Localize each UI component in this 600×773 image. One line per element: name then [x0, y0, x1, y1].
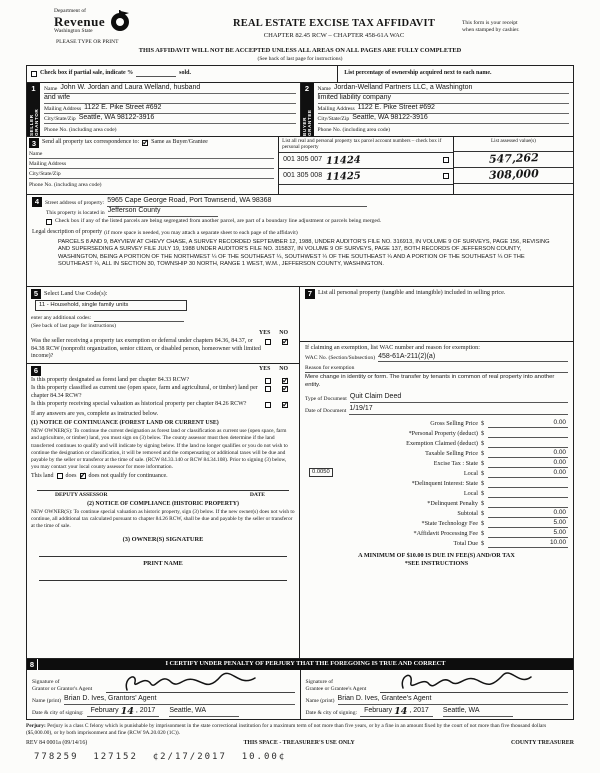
state-technology-fee-row	[305, 518, 568, 528]
current-use-no-checkbox[interactable]	[282, 386, 288, 392]
total-due-row	[305, 538, 568, 548]
section-7-number: 7	[305, 289, 315, 299]
parties-row	[27, 82, 573, 136]
grantee-city-value[interactable]: Seattle, WA	[443, 707, 513, 717]
personal-property-field[interactable]	[305, 299, 568, 339]
delinquent-interest-state-label: *Delinquent Interest: State	[411, 480, 478, 488]
grantor-signature-block	[27, 670, 301, 719]
seller-csz-label: City/State/Zip	[44, 115, 76, 122]
parcel-numbers-header: List all real and personal property tax parcel account numbers – check box if personal property	[279, 137, 453, 153]
exemption-deferral-yes-checkbox[interactable]	[265, 339, 271, 345]
buyer-section	[301, 83, 574, 136]
grantor-date-year[interactable]: , 2017	[135, 706, 156, 714]
grantee-name-print-value[interactable]: Brian D. Ives, Grantee's Agent	[338, 695, 568, 705]
correspondence-csz-label: City/State/Zip	[29, 170, 61, 177]
taxable-selling-price-row	[305, 448, 568, 458]
grantor-date-month[interactable]: February	[90, 706, 119, 714]
logo-revenue-line: Revenue	[54, 13, 106, 29]
receipt-note	[462, 8, 574, 46]
seller-phone-label: Phone No. (including area code)	[44, 126, 117, 133]
dollar-sign: $	[481, 510, 485, 518]
correspondence-phone-label: Phone No. (including area code)	[29, 181, 102, 188]
local-rate-box[interactable]: 0.0050	[309, 468, 333, 477]
delinquent-interest-local-row	[305, 488, 568, 498]
buyer-name-label: Name	[317, 85, 331, 92]
wac-number-value[interactable]: 458-61A-211(2)(a)	[378, 353, 568, 363]
notice-compliance-text: NEW OWNER(S): To continue special valuation as historic property, sign (3) below. If the new owner(s) does not wish to continue, all additional tax calculated pursuant to chapter 84.26 RCW, shall be due and payable by the seller or transferor at the time of sale.	[31, 509, 295, 530]
delinquent-penalty-label: *Delinquent Penalty	[427, 500, 478, 508]
section-5-yes-header: YES	[259, 329, 271, 336]
perjury-text: Perjury is a class C felony which is punishable by imprisonment in the state correctional institution for a maximum term of not more than five years, or by a fine in an amount fixed by the court of not more than five thousand dollars ($5,000.00), or by both imprisonment and fine (RCW 9A.20.020 (1C)).	[26, 722, 547, 736]
subtotal-value[interactable]: 0.00	[488, 509, 568, 518]
buyer-side-strip	[301, 83, 314, 136]
dollar-sign: $	[481, 530, 485, 538]
grantor-city-value[interactable]: Seattle, WA	[169, 707, 239, 717]
section-5-see-back: (See back of last page for instructions)	[31, 322, 116, 329]
exemption-claim-label: If claiming an exemption, list WAC number and reason for exemption:	[305, 343, 480, 351]
dollar-sign: $	[481, 420, 485, 428]
seller-name-label: Name	[44, 85, 58, 92]
perjury-paragraph	[26, 723, 574, 737]
date-of-document-label: Date of Document	[305, 408, 347, 415]
affidavit-processing-fee-row	[305, 528, 568, 538]
grantor-side-label: GRANTOR	[33, 108, 39, 136]
parcel-row-1	[279, 153, 453, 169]
ownership-note: List percentage of ownership acquired next to each name.	[344, 69, 492, 76]
assessed-value-2: 308,000	[488, 167, 539, 183]
legal-description-sublabel: (if more space is needed, you may attach a separate sheet to each page of the affidavit)	[104, 229, 298, 236]
correspondence-name-label: Name	[29, 150, 43, 157]
header	[26, 8, 574, 46]
wac-number-label: WAC No. (Section/Subsection)	[305, 355, 376, 362]
buyer-csz-value[interactable]: Seattle, WA 98122-3916	[352, 113, 428, 121]
personal-property-label: List all personal property (tangible and intangible) included in selling price.	[318, 288, 506, 296]
exemption-claimed-row	[305, 438, 568, 448]
dollar-sign: $	[481, 540, 485, 548]
parcel-1-number[interactable]: 001 305 007	[283, 155, 323, 163]
historic-property-question: Is this property receiving special valuation as historical property per chapter 84.26 RCW?	[31, 401, 247, 408]
certification-banner	[27, 659, 573, 670]
section-6	[27, 364, 299, 658]
section-5-number: 5	[31, 289, 41, 299]
buyer-name-value-2[interactable]: limited liability company	[317, 93, 392, 101]
affidavit-processing-fee-value[interactable]: 5.00	[488, 529, 568, 538]
see-back-note: (See back of last page for instructions)	[257, 55, 343, 62]
if-yes-note: If any answers are yes, complete as instructed below.	[31, 410, 159, 417]
partial-sale-sold-label: sold.	[179, 69, 192, 76]
grantor-signature-label-2: Grantor or Grantor's Agent	[32, 685, 93, 692]
grantee-side-label: GRANTEE	[307, 108, 312, 136]
local-tax-label: Local	[463, 470, 478, 478]
land-use-code-field[interactable]: 11 - Household, single family units	[35, 300, 187, 311]
seller-name-value[interactable]: John W. Jordan and Laura Welland, husband	[60, 83, 201, 91]
reason-exemption-value[interactable]: Mere change in identity or form. The transfer by tenants in common of real property into another entity.	[305, 374, 555, 388]
dollar-sign: $	[481, 450, 485, 458]
parcel-1-handwritten: 11424	[325, 154, 362, 167]
located-county-value[interactable]: Jefferson County	[108, 207, 218, 217]
section-6-no-header: NO	[279, 365, 288, 372]
subtotal-row	[305, 508, 568, 518]
grantor-date-label: Date & city of signing:	[32, 709, 84, 716]
parcel-2-personal-checkbox[interactable]	[443, 173, 449, 179]
owner-signature-line[interactable]	[39, 556, 287, 557]
land-does-label: does	[65, 472, 77, 479]
partial-sale-cell	[27, 66, 338, 82]
form-title: REAL ESTATE EXCISE TAX AFFIDAVIT	[232, 18, 436, 29]
section-5	[27, 287, 299, 364]
personal-property-deduct-label: *Personal Property (deduct)	[408, 430, 478, 438]
seller-address-value[interactable]: 1122 E. Pike Street #692	[84, 103, 162, 111]
seller-side-strip	[27, 83, 40, 136]
street-address-value[interactable]: 5965 Cape George Road, Port Townsend, WA 98368	[107, 197, 367, 207]
seller-name-value-2[interactable]: and wife	[44, 93, 71, 101]
land-does-not-checkbox[interactable]	[80, 473, 86, 479]
parcel-2-handwritten: 11425	[325, 170, 362, 183]
section-7	[300, 287, 573, 658]
section-1-number: 1	[31, 83, 36, 93]
gross-selling-price-value[interactable]: 0.00	[488, 419, 568, 428]
land-does-not-label: does not qualify for continuance.	[88, 472, 168, 479]
dollar-sign: $	[481, 460, 485, 468]
logo-state-line: Washington State	[54, 27, 93, 34]
excise-tax-state-value[interactable]: 0.00	[488, 459, 568, 468]
dollar-sign: $	[481, 500, 485, 508]
land-does-checkbox[interactable]	[57, 473, 63, 479]
grantor-name-print-label: Name (print)	[32, 697, 62, 704]
correspondence-address-label: Mailing Address	[29, 160, 67, 167]
section-3-number: 3	[29, 138, 39, 148]
state-technology-fee-label: *State Technology Fee	[421, 520, 478, 528]
same-as-buyer-label: Same as Buyer/Grantee	[151, 139, 208, 146]
subtotal-label: Subtotal	[457, 510, 478, 518]
additional-codes-label: enter any additional codes:	[31, 315, 92, 321]
legal-description-text[interactable]: PARCELS 8 AND 9, BAYVIEW AT CHEVY CHASE, A SURVEY RECORDED SEPTEMBER 12, 1988, UNDER AUDITOR'S FILE NO. 316913, IN VOLUME 9 OF SURVEYS, PAGE 156, REVISING AND SUPERSEDING A SURVEY FILE JULY 19, 1988 UNDER AUDITOR'S FILE NO. 315837, IN VOLUME 9 OF SURVEYS, PAGE 137, BOTH RECORDS OF JEFFERSON COUNTY, WASHINGTON, BEING A PORTION OF THE NORTHWEST ¼ OF THE SOUTHEAST ¼, SOUTHWEST ¼ OF THE SOUTHEAST ¼ AND A PORTION OF THE SOUTHEAST ¼ OF THE SOUTHEAST ¼, ALL IN SECTION 30, TOWNSHIP 30 NORTH, RANGE 1 WEST, W.M., JEFFERSON COUNTY, WASHINGTON.	[58, 238, 550, 268]
type-of-document-value[interactable]: Quit Claim Deed	[350, 393, 568, 403]
partial-sale-checkbox[interactable]	[31, 71, 37, 77]
historic-property-no-checkbox[interactable]	[282, 402, 288, 408]
logo-dept-line: Department of	[54, 8, 86, 14]
form-revision-number: REV 84 0001a (09/14/16)	[26, 739, 88, 746]
grantor-name-print-value[interactable]: Brian D. Ives, Grantors' Agent	[64, 695, 294, 705]
section-4-number: 4	[32, 197, 42, 207]
dollar-sign: $	[481, 490, 485, 498]
form-body	[26, 65, 574, 720]
form-chapter: CHAPTER 82.45 RCW – CHAPTER 458-61A WAC	[263, 32, 405, 40]
grantee-date-month[interactable]: February	[364, 706, 393, 714]
type-of-document-label: Type of Document	[305, 396, 347, 403]
notice-compliance-title: (2) NOTICE OF COMPLIANCE (HISTORIC PROPERTY)	[87, 501, 239, 508]
buyer-address-label: Mailing Address	[317, 105, 355, 112]
owners-signature-title: (3) OWNER(S) SIGNATURE	[122, 536, 204, 544]
deputy-date-label: DATE	[249, 492, 265, 499]
cashier-receipt-stamp: 778259 127152 ¢2/17/2017 10.00¢	[34, 752, 287, 763]
owner-print-name-line[interactable]	[39, 580, 287, 581]
dollar-sign: $	[481, 430, 485, 438]
excise-tax-computation	[305, 418, 568, 548]
certification-text: I CERTIFY UNDER PENALTY OF PERJURY THAT THE FOREGOING IS TRUE AND CORRECT	[165, 660, 446, 668]
buyer-name-value[interactable]: Jordan-Welland Partners LLC, a Washington	[333, 83, 473, 91]
grantee-signature-label-1: Signature of	[305, 679, 333, 686]
buyer-address-value[interactable]: 1122 E. Pike Street #692	[357, 103, 435, 111]
taxable-selling-price-value[interactable]: 0.00	[488, 449, 568, 458]
seller-csz-value[interactable]: Seattle, WA 98122-3916	[78, 113, 155, 121]
grantor-date-day-handwritten: 14	[120, 706, 134, 718]
section-6-number: 6	[31, 366, 41, 376]
receipt-note-line2: when stamped by cashier.	[462, 26, 520, 33]
grantor-signature-field[interactable]	[106, 671, 295, 693]
section-8	[27, 658, 573, 719]
washington-flag-icon	[109, 10, 131, 32]
treasurer-space-label: THIS SPACE - TREASURER'S USE ONLY	[243, 739, 355, 746]
grantee-date-year[interactable]: , 2017	[409, 706, 429, 714]
grantor-signature-icon	[121, 670, 261, 696]
section-2-number: 2	[304, 83, 310, 93]
street-address-label: Street address of property:	[45, 199, 105, 206]
forest-land-yes-checkbox[interactable]	[265, 378, 271, 384]
grantee-name-print-label: Name (print)	[305, 697, 335, 704]
grantee-signature-label-2: Grantee or Grantee's Agent	[305, 685, 367, 692]
taxable-selling-price-label: Taxable Selling Price	[425, 450, 478, 458]
additional-codes-field[interactable]	[94, 321, 184, 322]
segregated-checkbox[interactable]	[46, 219, 52, 225]
excise-tax-state-label: Excise Tax : State	[433, 460, 478, 468]
current-use-question: Is this property classified as current use (open space, farm and agricultural, or timber) land per chapter 84.34 RCW?	[31, 385, 258, 399]
delinquent-interest-local-label: Local	[463, 490, 478, 498]
buyer-side-label: BUYER	[302, 116, 307, 136]
section-7-divider	[300, 341, 573, 342]
grantee-signature-field[interactable]	[380, 671, 569, 693]
forest-land-no-checkbox[interactable]	[282, 378, 288, 384]
parcel-row-2	[279, 169, 453, 185]
legal-description-label: Legal description of property	[32, 229, 103, 236]
total-due-label: Total Due	[453, 540, 478, 548]
buyer-phone-label: Phone No. (including area code)	[317, 126, 391, 133]
excise-tax-state-row	[305, 458, 568, 468]
assessed-value-header: List assessed value(s)	[454, 137, 573, 152]
grantee-date-day-handwritten: 14	[394, 706, 408, 718]
section-8-number: 8	[27, 659, 38, 670]
print-name-label: PRINT NAME	[143, 560, 183, 568]
grantor-signature-label-1: Signature of	[32, 679, 60, 686]
local-tax-value[interactable]: 0.00	[488, 469, 568, 478]
exemption-deferral-no-checkbox[interactable]	[282, 339, 288, 345]
personal-property-deduct-row	[305, 428, 568, 438]
receipt-note-line1: This form is your receipt	[462, 20, 518, 26]
notice-continuance-title: (1) NOTICE OF CONTINUANCE (FOREST LAND OR CURRENT USE)	[31, 420, 219, 427]
partial-sale-label: Check box if partial sale, indicate %	[40, 69, 134, 76]
local-tax-row	[305, 468, 568, 478]
deputy-assessor-label: DEPUTY ASSESSOR	[55, 492, 108, 499]
perjury-bold-label: Perjury:	[26, 722, 46, 729]
dollar-sign: $	[481, 440, 485, 448]
current-use-yes-checkbox[interactable]	[265, 386, 271, 392]
same-as-buyer-checkbox[interactable]	[142, 140, 148, 146]
this-land-label: This land	[31, 472, 54, 479]
dollar-sign: $	[481, 480, 485, 488]
dollar-sign: $	[481, 470, 485, 478]
affidavit-processing-fee-label: *Affidavit Processing Fee	[413, 530, 478, 538]
located-in-label: This property is located in	[46, 209, 105, 216]
parcel-2-number[interactable]: 001 305 008	[283, 171, 323, 179]
exemption-claimed-label: Exemption Claimed (deduct)	[406, 440, 478, 448]
land-use-label: Select Land Use Code(s):	[44, 289, 108, 297]
total-due-value[interactable]: 10.00	[488, 539, 568, 548]
see-instructions-note: *SEE INSTRUCTIONS	[404, 559, 469, 567]
notice-continuance-text: NEW OWNER(S): To continue the current designation as forest land or classification as current use (open space, farm and agriculture, or timber) land, you must sign on (3) below. The county assessor must then determine if the land transferred continues to qualify and will indicate by signing below. If the land no longer qualifies or you do not wish to continue the designation or classification, it will be removed and the compensating or additional taxes will be due and payable by the seller or transferor at the time of sale. (RCW 84.33.140 or RCW 84.34.108). Prior to signing (3) below, you may contact your local county assessor for more information.	[31, 428, 288, 470]
partial-sale-row	[27, 66, 573, 82]
minimum-due-note: A MINIMUM OF $10.00 IS DUE IN FEE(S) AND/OR TAX	[358, 552, 515, 560]
reason-exemption-label: Reason for exemption	[305, 365, 568, 373]
segregated-label: Check box if any of the listed parcels are being segregated from another parcel, are part of a boundary line adjustment or parcels being merged.	[55, 218, 382, 225]
gross-selling-price-label: Gross Selling Price	[430, 420, 478, 428]
please-type-note: PLEASE TYPE OR PRINT	[56, 38, 119, 45]
exemption-deferral-question: Was the seller receiving a property tax exemption or deferral under chapters 84.36, 84.37, or 84.38 RCW (nonprofit organization, senior citizen, or disabled person, homeowner with limited income)?	[31, 338, 261, 360]
seller-address-label: Mailing Address	[44, 105, 82, 112]
buyer-csz-label: City/State/Zip	[317, 115, 350, 122]
send-correspondence-label: Send all property tax correspondence to:	[42, 139, 140, 146]
grantee-date-label: Date & city of signing:	[305, 709, 358, 716]
date-of-document-value[interactable]: 1/19/17	[349, 405, 568, 415]
dollar-sign: $	[481, 520, 485, 528]
footer-row	[26, 740, 574, 747]
completion-warning: THIS AFFIDAVIT WILL NOT BE ACCEPTED UNLESS ALL AREAS ON ALL PAGES ARE FULLY COMPLETED	[138, 46, 462, 54]
forest-land-question: Is this property designated as forest land per chapter 84.33 RCW?	[31, 376, 190, 383]
state-technology-fee-value[interactable]: 5.00	[488, 519, 568, 528]
partial-sale-percent-field[interactable]	[136, 70, 176, 77]
dor-logo	[26, 8, 206, 35]
gross-selling-price-row	[305, 418, 568, 428]
delinquent-penalty-row	[305, 498, 568, 508]
delinquent-interest-state-row	[305, 478, 568, 488]
section-3	[27, 136, 573, 194]
section-4	[27, 194, 573, 286]
parcel-1-personal-checkbox[interactable]	[443, 157, 449, 163]
section-5-no-header: NO	[279, 329, 288, 336]
grantee-signature-block	[301, 670, 574, 719]
assessed-value-1: 547,262	[488, 151, 539, 167]
seller-side-label: SELLER	[28, 113, 34, 136]
middle-columns	[27, 286, 573, 658]
section-6-yes-header: YES	[259, 365, 271, 372]
county-treasurer-label: COUNTY TREASURER	[510, 739, 574, 746]
grantee-signature-icon	[395, 670, 535, 696]
historic-property-yes-checkbox[interactable]	[265, 402, 271, 408]
seller-section	[27, 83, 301, 136]
